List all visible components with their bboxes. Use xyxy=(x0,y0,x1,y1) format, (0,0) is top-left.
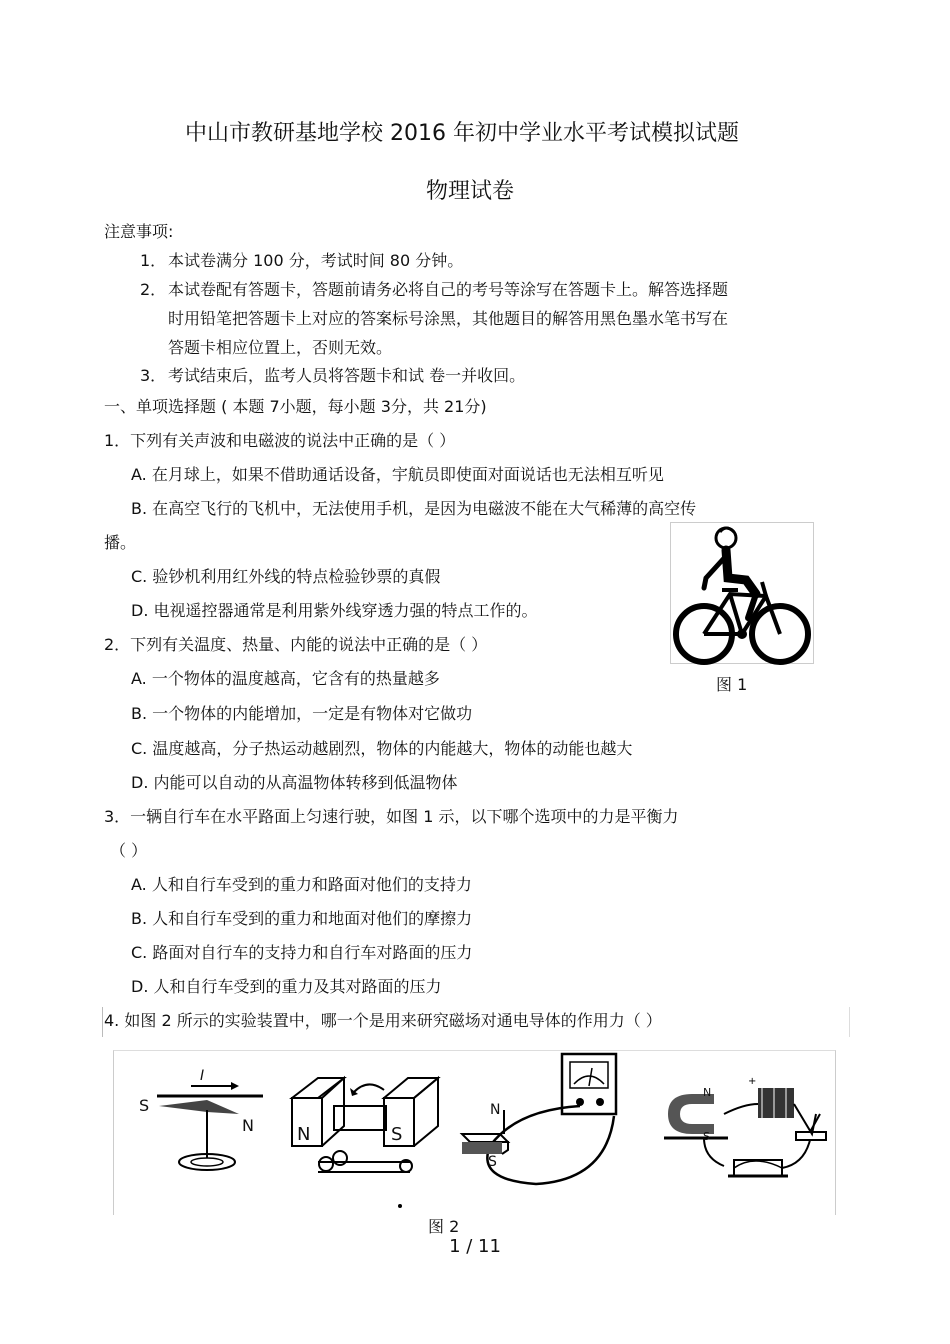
page-title: 中山市教研基地学校 2016 年初中学业水平考试模拟试题 xyxy=(185,121,739,146)
note-2-line-1: 本试卷配有答题卡，答题前请务必将自己的考号等涂写在答题卡上。解答选择题 xyxy=(168,280,729,299)
question-1-option-a: A. 在月球上，如果不借助通话设备，宇航员即使面对面说话也无法相互听见 xyxy=(131,465,664,484)
scan-dot-mark xyxy=(398,1204,402,1208)
figure-1-cyclist-image xyxy=(670,522,814,664)
question-3-stem: 3．一辆自行车在水平路面上匀速行驶，如图 1 示，以下哪个选项中的力是平衡力 xyxy=(104,807,679,826)
figure-2-compass-device xyxy=(135,1070,275,1180)
figure-2-motor-device xyxy=(288,1072,444,1178)
figure-2-galvanometer-device xyxy=(456,1050,624,1190)
note-2-line-3: 答题卡相应位置上，否则无效。 xyxy=(168,338,393,357)
figure-2-label-s3: S xyxy=(488,1154,497,1170)
figure-2-caption: 图 2 xyxy=(428,1217,460,1236)
question-1-option-c: C. 验钞机利用红外线的特点检验钞票的真假 xyxy=(131,567,441,586)
note-3-num: 3． xyxy=(140,366,167,385)
page-number: 1 / 11 xyxy=(449,1236,501,1257)
question-3-option-a: A. 人和自行车受到的重力和路面对他们的支持力 xyxy=(131,875,472,894)
section-heading: 一、单项选择题 ( 本题 7小题，每小题 3分，共 21分) xyxy=(104,397,487,416)
svg-text:+: + xyxy=(748,1076,757,1087)
note-1-line: 本试卷满分 100 分，考试时间 80 分钟。 xyxy=(168,251,464,270)
figure-2-label-n2: N xyxy=(297,1124,311,1145)
figure-2-label-s4: S xyxy=(703,1130,710,1143)
question-3-stem-bracket: （ ） xyxy=(110,841,148,860)
notes-heading: 注意事项: xyxy=(104,222,174,241)
question-2-option-d: D. 内能可以自动的从高温物体转移到低温物体 xyxy=(131,773,458,792)
question-2-stem: 2．下列有关温度、热量、内能的说法中正确的是（ ） xyxy=(104,635,488,654)
question-1-option-b: B. 在高空飞行的飞机中，无法使用手机，是因为电磁波不能在大气稀薄的高空传 xyxy=(131,499,697,518)
question-4-stem: 4. 如图 2 所示的实验装置中，哪一个是用来研究磁场对通电导体的作用力（ ） xyxy=(104,1011,662,1030)
figure-2-label-n3: N xyxy=(490,1102,501,1118)
note-1-num: 1． xyxy=(140,251,167,270)
note-3-line: 考试结束后，监考人员将答题卡和试 卷一并收回。 xyxy=(168,366,526,385)
note-2-line-2: 时用铅笔把答题卡上对应的答案标号涂黑，其他题目的解答用黑色墨水笔书写在 xyxy=(168,309,729,328)
figure-1-caption: 图 1 xyxy=(716,675,748,694)
figure-2-label-n4: N xyxy=(703,1086,712,1099)
question-1-option-b-wrap: 播。 xyxy=(104,533,137,552)
question-2-option-b: B. 一个物体的内能增加，一定是有物体对它做功 xyxy=(131,704,473,723)
note-2-num: 2． xyxy=(140,280,167,299)
question-2-option-c: C. 温度越高，分子热运动越剧烈，物体的内能越大，物体的动能也越大 xyxy=(131,739,633,758)
figure-2-label-s1: S xyxy=(139,1096,150,1115)
question-2-option-a: A. 一个物体的温度越高，它含有的热量越多 xyxy=(131,669,440,688)
figure-2-battery-circuit-device xyxy=(664,1074,830,1186)
question-3-option-d: D. 人和自行车受到的重力及其对路面的压力 xyxy=(131,977,442,996)
figure-2-label-s2: S xyxy=(391,1124,403,1145)
question-3-option-c: C. 路面对自行车的支持力和自行车对路面的压力 xyxy=(131,943,473,962)
question-1-stem: 1．下列有关声波和电磁波的说法中正确的是（ ） xyxy=(104,431,456,450)
question-1-option-d: D. 电视遥控器通常是利用紫外线穿透力强的特点工作的。 xyxy=(131,601,538,620)
figure-2-label-current: I xyxy=(200,1068,205,1084)
question-3-option-b: B. 人和自行车受到的重力和地面对他们的摩擦力 xyxy=(131,909,473,928)
figure-2-label-n1: N xyxy=(242,1116,254,1135)
page-subtitle: 物理试卷 xyxy=(425,179,514,204)
